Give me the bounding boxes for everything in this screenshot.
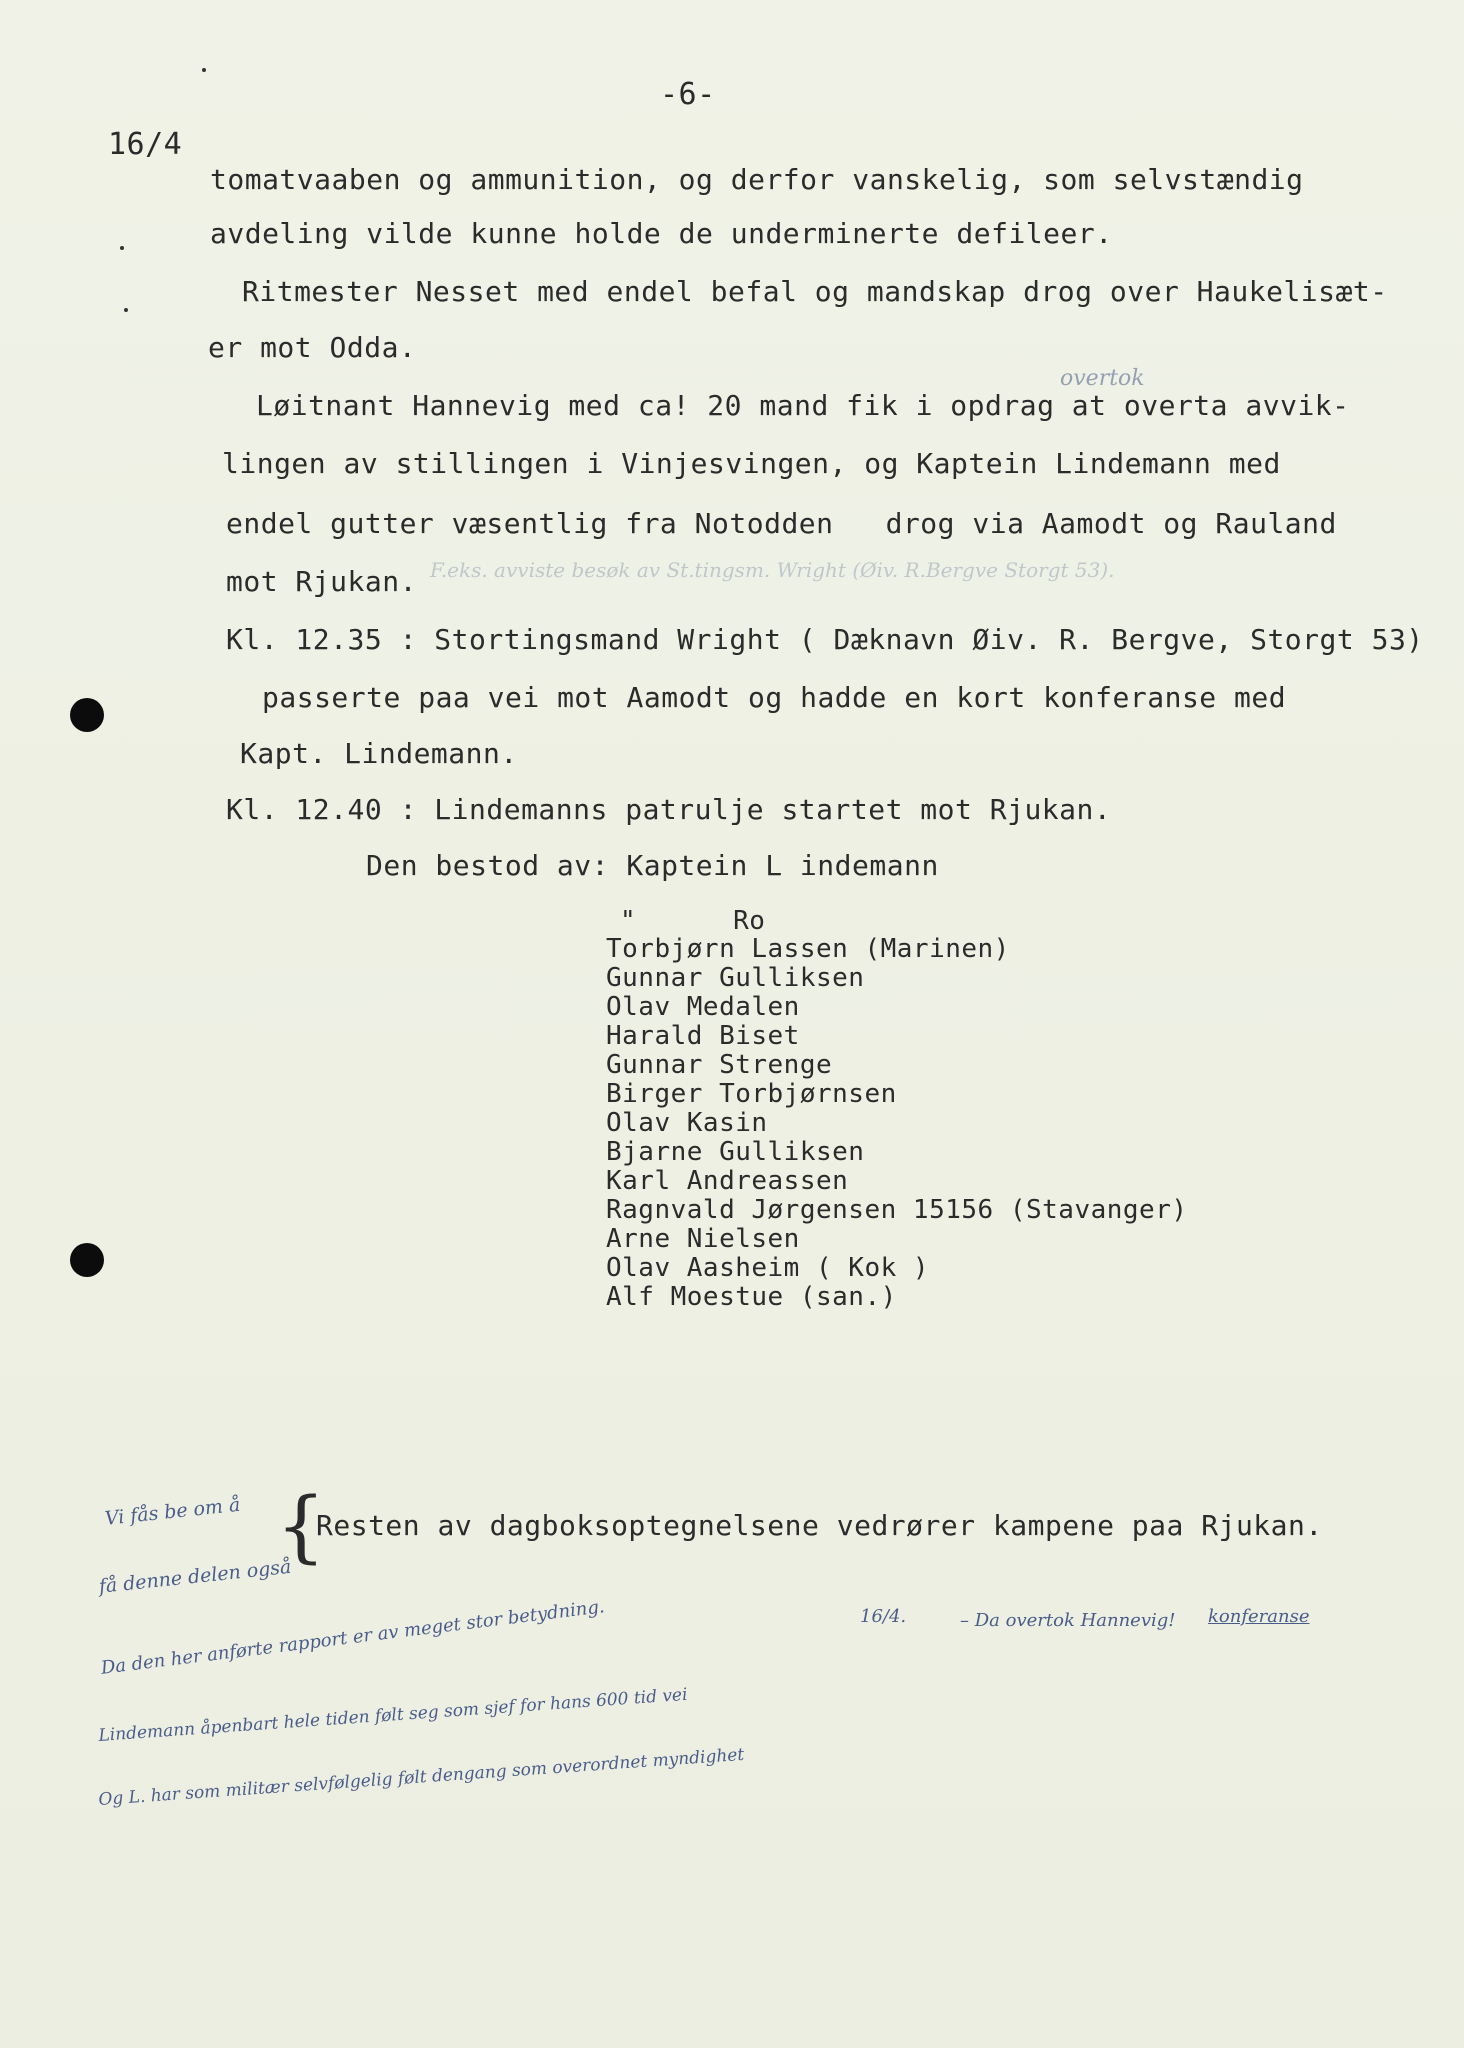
handwritten-annotation: Lindemann åpenbart hele tiden følt seg som sjef for hans 600 tid vei	[97, 1684, 689, 1746]
closing-note: Resten av dagboksoptegnelsene vedrører kampene paa Rjukan.	[316, 1509, 1323, 1542]
list-item: Harald Biset	[606, 1021, 800, 1051]
punch-hole-top	[70, 698, 104, 732]
event-line: Kapt. Lindemann.	[240, 737, 518, 770]
list-item: Ragnvald Jørgensen 15156 (Stavanger)	[606, 1195, 1188, 1225]
event-line: Den bestod av: Kaptein L indemann	[366, 849, 939, 882]
list-item: Torbjørn Lassen (Marinen)	[606, 934, 1010, 964]
list-item: " Ro	[620, 906, 766, 936]
list-item: Olav Aasheim ( Kok )	[606, 1253, 930, 1283]
margin-date: 16/4	[108, 127, 183, 162]
list-item: Olav Medalen	[606, 992, 800, 1022]
ink-speck	[124, 308, 128, 312]
body-line: Ritmester Nesset med endel befal og mandskap drog over Haukelisæt-	[242, 275, 1388, 308]
body-line: endel gutter væsentlig fra Notodden drog via Aamodt og Rauland	[226, 507, 1337, 540]
body-line: tomatvaaben og ammunition, og derfor vanskelig, som selvstændig	[210, 163, 1304, 196]
curly-brace: {	[276, 1482, 326, 1572]
body-line: lingen av stillingen i Vinjesvingen, og Kaptein Lindemann med	[222, 447, 1281, 480]
punch-hole-bottom	[70, 1243, 104, 1277]
handwritten-annotation: 16/4.	[860, 1606, 907, 1627]
event-line: Kl. 12.40 : Lindemanns patrulje startet mot Rjukan.	[226, 793, 1112, 826]
handwritten-annotation: Da den her anførte rapport er av meget stor betydning.	[99, 1596, 606, 1679]
list-item: Gunnar Strenge	[606, 1050, 833, 1080]
list-item: Arne Nielsen	[606, 1224, 800, 1254]
handwritten-overwrite: overtok	[1060, 366, 1145, 391]
list-item: Karl Andreassen	[606, 1166, 849, 1196]
event-line: passerte paa vei mot Aamodt og hadde en kort konferanse med	[262, 681, 1287, 714]
body-line: avdeling vilde kunne holde de underminerte defileer.	[210, 217, 1113, 250]
body-line: mot Rjukan.	[226, 565, 417, 598]
ink-speck	[120, 246, 124, 250]
list-item: Gunnar Gulliksen	[606, 963, 865, 993]
handwritten-margin-note: Vi fås be om å	[103, 1493, 242, 1530]
faded-margin-note: F.eks. avviste besøk av St.tingsm. Wright (Øiv. R.Bergve Storgt 53).	[430, 558, 1115, 582]
list-item: Bjarne Gulliksen	[606, 1137, 865, 1167]
event-line: Kl. 12.35 : Stortingsmand Wright ( Dæknavn Øiv. R. Bergve, Storgt 53)	[226, 623, 1424, 656]
handwritten-annotation: Og L. har som militær selvfølgelig følt dengang som overordnet myndighet	[97, 1744, 745, 1810]
ink-speck	[202, 68, 206, 72]
list-item: Birger Torbjørnsen	[606, 1079, 897, 1109]
handwritten-annotation: konferanse	[1208, 1606, 1310, 1627]
body-line: Løitnant Hannevig med ca! 20 mand fik i opdrag at overta avvik-	[256, 389, 1350, 422]
list-item: Olav Kasin	[606, 1108, 768, 1138]
handwritten-margin-note: få denne delen også	[97, 1555, 293, 1598]
page-number: -6-	[660, 77, 716, 112]
body-line: er mot Odda.	[208, 331, 417, 364]
list-item: Alf Moestue (san.)	[606, 1282, 897, 1312]
handwritten-annotation: – Da overtok Hannevig!	[960, 1610, 1176, 1631]
